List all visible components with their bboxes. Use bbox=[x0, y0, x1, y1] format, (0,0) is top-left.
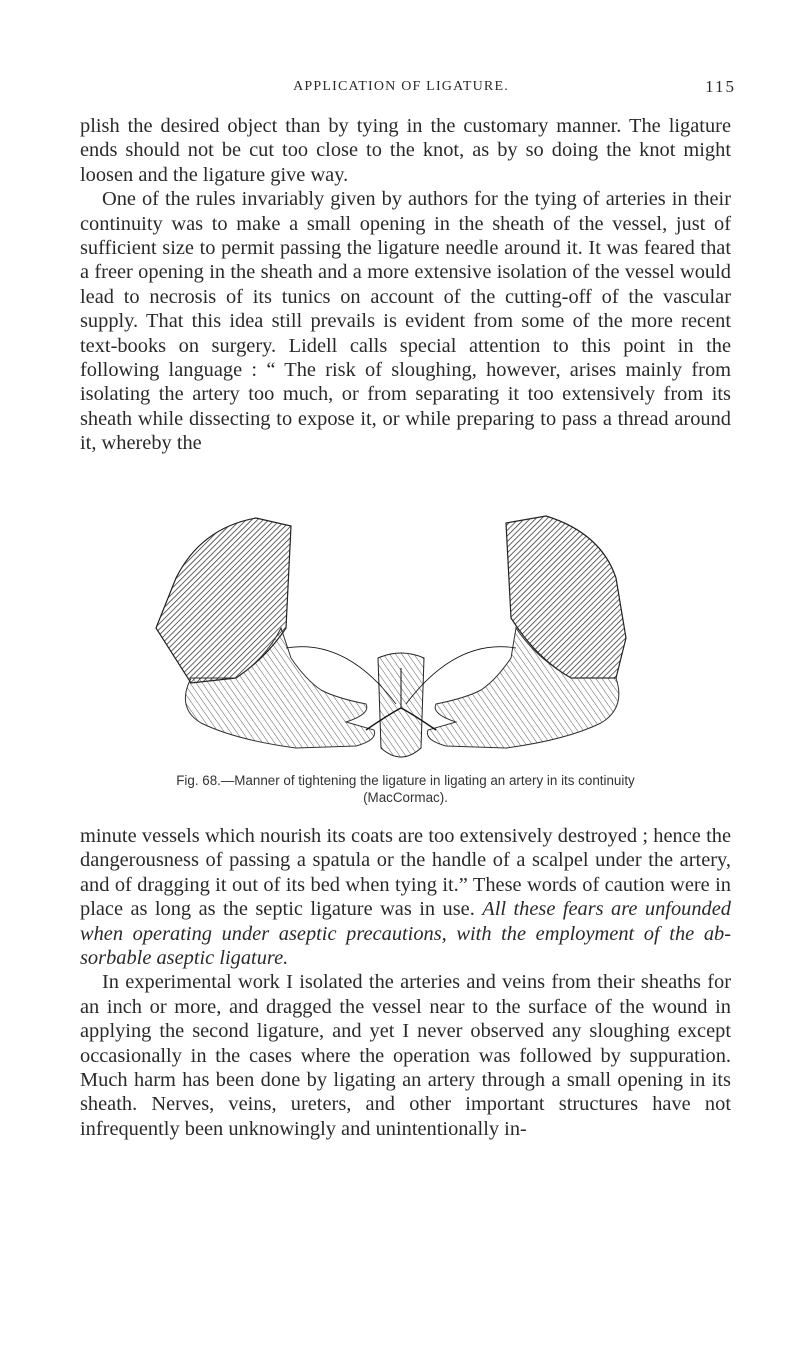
body-text-bottom bbox=[80, 824, 731, 1141]
figure-caption bbox=[80, 772, 731, 806]
caption-line: Fig. 68.—Manner of tightening the ligature in ligating an artery in its continuity bbox=[176, 773, 635, 788]
paragraph bbox=[80, 824, 731, 970]
body-text-top bbox=[80, 114, 731, 456]
ligature-hands-illustration bbox=[116, 508, 686, 768]
page-number: 115 bbox=[705, 77, 736, 96]
paragraph: In experimental work I isolated the arteries and veins from their sheaths for an inch or more, and dragged the vessel near to the surface of the wound in applying the second ligature, and yet I never observed any sloughing except occasionally in the cases where the operation was followed by suppuration. Much harm has been done by ligating an artery through a small opening in its sheath. Nerves, veins, ureters, and other important structures have not infrequently been unknowingly and unintentionally in- bbox=[80, 971, 731, 1140]
paragraph-text: minute vessels which nourish its coats are too extensively destroyed ; hence the dangerousness of passing a spatula or the handle of a scalpel under the artery, and of dragging it out of its bed when tying it.” These words of caution were in place as long as the septic ligature was in use. bbox=[80, 825, 731, 921]
italic-emphasis: All these fears are unfounded when operating under aseptic precautions, with the employment of the ab-sorbable aseptic ligature. bbox=[80, 898, 731, 970]
paragraph: plish the desired object than by tying in the customary manner. The ligature ends should not be cut too close to the knot, as by so doing the knot might loosen and the ligature give way. bbox=[80, 115, 731, 186]
page-header bbox=[66, 79, 736, 101]
caption-line: (MacCormac). bbox=[363, 790, 448, 805]
running-head: APPLICATION OF LIGATURE. bbox=[293, 79, 509, 94]
paragraph: One of the rules invariably given by authors for the tying of arteries in their continuity was to make a small opening in the sheath of the vessel, just of sufficient size to permit passing the ligature needle around it. It was feared that a freer opening in the sheath and a more extensive isolation of the vessel would lead to necrosis of its tunics on account of the cutting-off of the vascular supply. That this idea still prevails is evident from some of the more recent text-books on surgery. Lidell calls special attention to this point in the following language : “ The risk of sloughing, however, arises mainly from isolating the artery too much, or from separating it too extensively from its sheath while dissecting to expose it, or while preparing to pass a thread around it, whereby the bbox=[80, 188, 731, 455]
